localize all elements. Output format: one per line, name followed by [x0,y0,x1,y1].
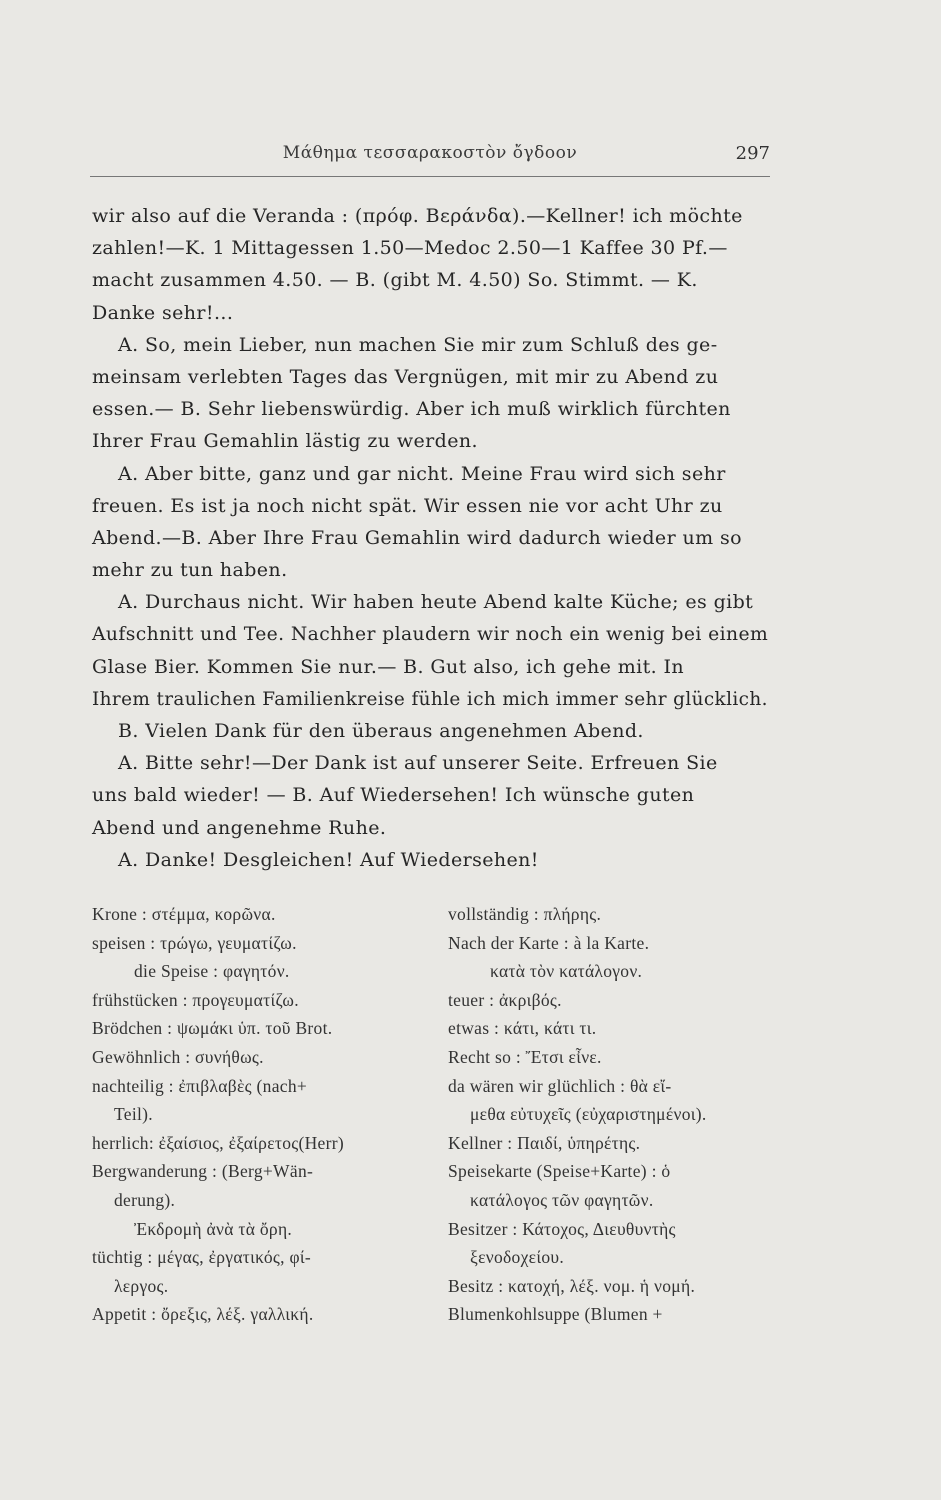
text-line: macht zusammen 4.50. — B. (gibt M. 4.50) So. Stimmt. — K. [92,269,698,292]
text-line: B. Vielen Dank für den überaus angenehmen Abend. [118,720,644,742]
text-line: A. Durchaus nicht. Wir haben heute Abend kalte Küche; es gibt [118,591,754,614]
vocabulary-entry: ξενοδοχείου. [470,1247,565,1268]
vocabulary-entry: nachteilig : ἐπιβλαβὲς (nach+ [92,1075,308,1096]
text-line: A. Danke! Desgleichen! Auf Wiedersehen! [118,848,539,871]
vocabulary-entry: Appetit : ὄρεξις, λέξ. γαλλική. [92,1304,314,1325]
vocabulary-entry: etwas : κάτι, κάτι τι. [448,1018,597,1039]
vocabulary-right-column [448,900,773,1329]
text-line: freuen. Es ist ja noch nicht spät. Wir essen nie vor acht Uhr zu [92,494,723,517]
page-number: 297 [735,143,770,164]
vocabulary-entry: Speisekarte (Speise+Karte) : ὁ [448,1161,671,1182]
text-line: uns bald wieder! — B. Auf Wiedersehen! Ich wünsche guten [92,784,695,807]
text-line: Ihrer Frau Gemahlin lästig zu werden. [92,430,478,453]
text-line: essen.— B. Sehr liebenswürdig. Aber ich muß wirklich fürchten [92,398,731,421]
vocabulary-entry: Krone : στέμμα, κορῶνα. [92,904,276,924]
header-rule [90,176,770,177]
chapter-title: Μάθημα τεσσαρακοστὸν ὄγδοον [282,143,578,163]
vocabulary-entry: da wären wir glüchlich : θὰ εἴ- [448,1075,672,1096]
vocabulary-entry: κατὰ τὸν κατάλογον. [490,961,643,982]
vocabulary-entry: herrlich: ἐξαίσιος, ἐξαίρετος(Herr) [92,1132,344,1153]
text-line: Glase Bier. Kommen Sie nur.— B. Gut also, ich gehe mit. In [92,655,685,678]
text-line: wir also auf die Veranda : (πρόφ. Βεράνδα).—Kellner! ich möchte [92,205,743,227]
vocabulary-entry: Teil). [114,1104,153,1125]
text-line: Abend und angenehme Ruhe. [92,816,387,839]
vocabulary-entry: Bergwanderung : (Berg+Wän- [92,1161,314,1182]
text-line: Danke sehr!... [92,301,234,324]
text-line: mehr zu tun haben. [92,559,288,582]
vocabulary-entry: Brödchen : ψωμάκι ὑπ. τοῦ Brot. [92,1018,333,1039]
vocabulary-left-column [92,900,432,1329]
text-line: A. Bitte sehr!—Der Dank ist auf unserer Seite. Erfreuen Sie [118,752,718,775]
vocabulary-entry: μεθα εὐτυχεῖς (εὐχαριστημένοι). [470,1104,707,1125]
vocabulary-entry: frühstücken : προγευματίζω. [92,989,299,1010]
vocabulary-entry: die Speise : φαγητόν. [134,961,290,982]
vocabulary-entry: Besitz : κατοχή, λέξ. νομ. ἡ νομή. [448,1275,696,1296]
vocabulary-entry: teuer : ἀκριβός. [448,989,562,1010]
vocabulary-entry: tüchtig : μέγας, ἐργατικός, φί- [92,1247,312,1268]
vocabulary-entry: speisen : τρώγω, γευματίζω. [92,932,297,953]
dialogue-text [92,200,768,876]
vocabulary-entry: Kellner : Παιδί, ὑπηρέτης. [448,1132,641,1153]
vocabulary-entry: κατάλογος τῶν φαγητῶν. [470,1189,654,1210]
vocabulary-entry: λεργος. [114,1275,169,1296]
vocabulary-entry: Gewöhnlich : συνήθως. [92,1046,264,1067]
text-line: Aufschnitt und Tee. Nachher plaudern wir noch ein wenig bei einem [92,623,769,646]
page-header [90,143,770,171]
text-line: Abend.—B. Aber Ihre Frau Gemahlin wird dadurch wieder um so [92,526,742,549]
text-line: A. Aber bitte, ganz und gar nicht. Meine Frau wird sich sehr [118,462,726,485]
vocabulary-entry: Besitzer : Κάτοχος, Διευθυντὴς [448,1218,676,1239]
text-line: Ihrem traulichen Familienkreise fühle ich mich immer sehr glücklich. [92,687,768,710]
vocabulary-entry: Recht so : Ἔτσι εἶνε. [448,1046,602,1067]
vocabulary-entry: derung). [114,1189,176,1210]
text-line: A. So, mein Lieber, nun machen Sie mir zum Schluß des ge- [118,333,718,356]
vocabulary-entry: Ἐκδρομὴ ἀνὰ τὰ ὄρη. [134,1218,293,1239]
text-line: zahlen!—K. 1 Mittagessen 1.50—Medoc 2.50—1 Kaffee 30 Pf.— [92,237,728,260]
text-line: meinsam verlebten Tages das Vergnügen, mit mir zu Abend zu [92,365,719,388]
vocabulary-entry: vollständig : πλήρης. [448,904,602,924]
vocabulary-entry: Nach der Karte : à la Karte. [448,932,650,953]
vocabulary-entry: Blumenkohlsuppe (Blumen + [448,1304,663,1325]
